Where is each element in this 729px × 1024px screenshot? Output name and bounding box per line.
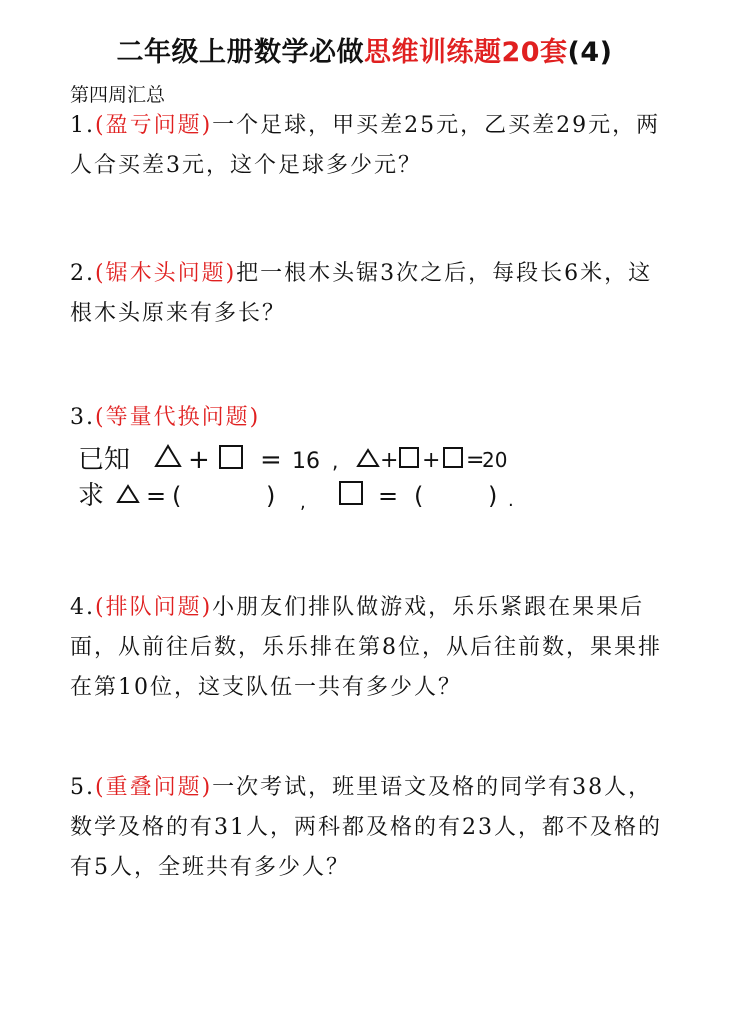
question-type-tag: (盈亏问题) [95, 113, 213, 138]
triangle-icon [156, 446, 180, 466]
eq1-value: 16 [292, 449, 320, 474]
title-highlight: 思维训练题20套 [363, 37, 568, 68]
handwritten-equations [78, 438, 548, 518]
question-type-tag: (等量代换问题) [95, 405, 261, 430]
question-type-tag: (锯木头问题) [95, 261, 237, 286]
period: . [508, 490, 514, 511]
question-type-tag: (重叠问题) [95, 775, 213, 800]
comma: , [300, 492, 306, 513]
question-1 [70, 106, 670, 186]
title-main: 二年级上册数学必做 [116, 37, 364, 68]
question-4 [70, 588, 670, 708]
question-number: 2. [70, 261, 95, 286]
question-number: 3. [70, 405, 95, 430]
question-text: 小朋友们排队做游戏，乐乐紧跟在果果后面，从前往后数，乐乐排在第8位，从后往前数，果果排在第10位，这支队伍一共有多少人？ [70, 595, 662, 700]
square-icon [444, 448, 462, 467]
question-number: 5. [70, 775, 95, 800]
ask-label: 求 [78, 481, 105, 511]
question-text: 把一根木头锯3次之后，每段长6米，这根木头原来有多长？ [70, 261, 653, 326]
title-suffix: (4) [567, 37, 613, 68]
equals-sign: = [378, 482, 399, 510]
triangle-icon [118, 486, 138, 502]
open-paren: ( [172, 482, 182, 510]
equals-sign: = [466, 448, 485, 473]
triangle-icon [358, 450, 378, 466]
question-number: 1. [70, 113, 95, 138]
question-text: 一次考试，班里语文及格的同学有38人，数学及格的有31人，两科都及格的有23人，都不及格的有5人，全班共有多少人？ [70, 775, 662, 880]
plus-sign: + [422, 448, 441, 473]
question-text: 一个足球，甲买差25元，乙买差29元，两人合买差3元，这个足球多少元？ [70, 113, 661, 178]
open-paren: ( [414, 482, 424, 510]
question-type-tag: (排队问题) [95, 595, 213, 620]
question-2 [70, 254, 670, 334]
question-5 [70, 768, 670, 888]
week-summary-label: 第四周汇总 [70, 84, 166, 106]
square-icon [400, 448, 418, 467]
plus-sign: + [380, 448, 399, 473]
close-paren: ) [266, 482, 276, 510]
comma: , [332, 449, 339, 473]
plus-sign: + [188, 445, 210, 475]
square-icon [340, 482, 362, 504]
question-number: 4. [70, 595, 95, 620]
close-paren: ) [488, 482, 498, 510]
equals-sign: = [146, 482, 167, 510]
eq2-value: 20 [482, 448, 508, 472]
square-icon [220, 446, 242, 468]
equals-sign: = [260, 445, 282, 475]
known-label: 已知 [78, 445, 131, 475]
question-3 [70, 398, 670, 438]
page-title [0, 30, 729, 69]
